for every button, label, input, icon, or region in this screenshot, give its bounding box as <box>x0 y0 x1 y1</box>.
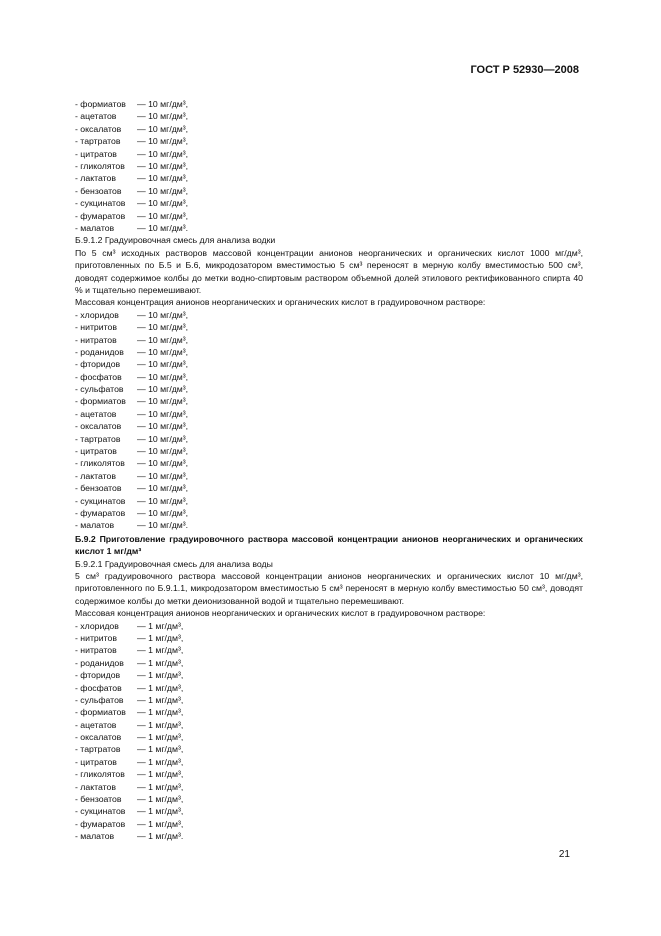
anion-name: - лактатов <box>75 781 116 792</box>
list-item <box>75 706 583 718</box>
anion-concentration: — 10 мг/дм³, <box>137 173 189 184</box>
list-item <box>75 110 583 122</box>
list-item <box>75 669 583 681</box>
anion-name: - фумаратов <box>75 818 126 829</box>
anion-name: - фумаратов <box>75 507 126 518</box>
anion-concentration: — 1 мг/дм³, <box>137 744 184 755</box>
list-item <box>75 457 583 469</box>
anion-concentration: — 1 мг/дм³, <box>137 781 184 792</box>
anion-concentration: — 10 мг/дм³, <box>137 136 189 147</box>
list-item <box>75 818 583 830</box>
anion-list-3 <box>75 620 583 843</box>
anion-name: - гликолятов <box>75 458 125 469</box>
anion-name: - формиатов <box>75 396 126 407</box>
anion-list-2 <box>75 309 583 532</box>
anion-name: - лактатов <box>75 470 116 481</box>
anion-concentration: — 10 мг/дм³, <box>137 346 189 357</box>
anion-name: - ацетатов <box>75 408 117 419</box>
anion-name: - цитратов <box>75 446 117 457</box>
list-item <box>75 334 583 346</box>
list-item <box>75 185 583 197</box>
anion-name: - цитратов <box>75 756 117 767</box>
list-item <box>75 768 583 780</box>
anion-name: - цитратов <box>75 148 117 159</box>
anion-concentration: — 1 мг/дм³, <box>137 707 184 718</box>
anion-concentration: — 1 мг/дм³, <box>137 620 184 631</box>
anion-name: - малатов <box>75 831 115 842</box>
page-number: 21 <box>558 849 570 860</box>
anion-concentration: — 10 мг/дм³, <box>137 148 189 159</box>
anion-concentration: — 10 мг/дм³. <box>137 520 189 531</box>
anion-concentration: — 1 мг/дм³, <box>137 670 184 681</box>
list-item <box>75 383 583 395</box>
anion-name: - формиатов <box>75 707 126 718</box>
section-heading-b912: Б.9.1.2 Градуировочная смесь для анализа водки <box>75 235 276 246</box>
anion-concentration: — 10 мг/дм³, <box>137 322 189 333</box>
anion-name: - сульфатов <box>75 694 124 705</box>
anion-concentration: — 10 мг/дм³, <box>137 421 189 432</box>
anion-name: - фосфатов <box>75 682 122 693</box>
anion-name: - хлоридов <box>75 309 119 320</box>
anion-name: - фторидов <box>75 359 121 370</box>
anion-name: - бензоатов <box>75 794 122 805</box>
paragraph-b921-concentration: Массовая концентрация анионов неорганических и органических кислот в градуировочном растворе: <box>75 608 486 619</box>
anion-concentration: — 1 мг/дм³, <box>137 732 184 743</box>
list-item <box>75 743 583 755</box>
anion-concentration: — 10 мг/дм³, <box>137 384 189 395</box>
list-item <box>75 793 583 805</box>
list-item <box>75 358 583 370</box>
anion-concentration: — 10 мг/дм³, <box>137 458 189 469</box>
anion-concentration: — 1 мг/дм³, <box>137 794 184 805</box>
list-item <box>75 781 583 793</box>
anion-concentration: — 10 мг/дм³. <box>137 222 189 233</box>
anion-list-1 <box>75 98 583 234</box>
anion-name: - сукцинатов <box>75 198 126 209</box>
list-item <box>75 731 583 743</box>
anion-name: - тартратов <box>75 744 121 755</box>
anion-concentration: — 10 мг/дм³, <box>137 99 189 109</box>
list-item <box>75 756 583 768</box>
list-item <box>75 135 583 147</box>
anion-concentration: — 10 мг/дм³, <box>137 396 189 407</box>
anion-name: - тартратов <box>75 136 121 147</box>
list-item <box>75 98 583 110</box>
section-heading-b92: Б.9.2 Приготовление градуировочного раствора массовой концентрации анионов неорганических и органических кислот 1 мг/дм³ <box>75 533 583 557</box>
anion-concentration: — 10 мг/дм³, <box>137 371 189 382</box>
anion-concentration: — 10 мг/дм³, <box>137 507 189 518</box>
anion-name: - бензоатов <box>75 483 122 494</box>
anion-concentration: — 10 мг/дм³, <box>137 495 189 506</box>
list-item <box>75 445 583 457</box>
anion-concentration: — 10 мг/дм³, <box>137 446 189 457</box>
anion-concentration: — 1 мг/дм³, <box>137 645 184 656</box>
anion-name: - ацетатов <box>75 111 117 122</box>
list-item <box>75 172 583 184</box>
anion-concentration: — 1 мг/дм³, <box>137 719 184 730</box>
anion-name: - сульфатов <box>75 384 124 395</box>
paragraph-b921-procedure: 5 см³ градуировочного раствора массовой концентрации анионов неорганических и органических кислот 10 мг/дм³, приготовленного по Б.9.1.1, микродозатором вместимостью 5 см³ переносят в мерную колбу вместимостью 50 см³, доводят содержимое колбы до метки деионизованной водой и тщательно перемешивают. <box>75 570 583 606</box>
list-item <box>75 495 583 507</box>
list-item <box>75 830 583 842</box>
list-item <box>75 222 583 234</box>
list-item <box>75 420 583 432</box>
anion-concentration: — 10 мг/дм³, <box>137 198 189 209</box>
anion-concentration: — 10 мг/дм³, <box>137 309 189 320</box>
anion-concentration: — 1 мг/дм³, <box>137 632 184 643</box>
anion-name: - ацетатов <box>75 719 117 730</box>
list-item <box>75 309 583 321</box>
anion-name: - оксалатов <box>75 732 122 743</box>
list-item <box>75 719 583 731</box>
list-item <box>75 632 583 644</box>
page-content <box>75 98 583 843</box>
list-item <box>75 620 583 632</box>
list-item <box>75 682 583 694</box>
anion-concentration: — 1 мг/дм³, <box>137 657 184 668</box>
list-item <box>75 507 583 519</box>
list-item <box>75 519 583 531</box>
anion-name: - фторидов <box>75 670 121 681</box>
anion-concentration: — 10 мг/дм³, <box>137 160 189 171</box>
anion-name: - оксалатов <box>75 421 122 432</box>
paragraph-b912-concentration: Массовая концентрация анионов неорганических и органических кислот в градуировочном растворе: <box>75 297 486 308</box>
list-item <box>75 408 583 420</box>
list-item <box>75 371 583 383</box>
anion-concentration: — 1 мг/дм³, <box>137 682 184 693</box>
anion-concentration: — 1 мг/дм³, <box>137 818 184 829</box>
anion-concentration: — 10 мг/дм³, <box>137 483 189 494</box>
anion-name: - лактатов <box>75 173 116 184</box>
list-item <box>75 395 583 407</box>
list-item <box>75 805 583 817</box>
anion-name: - малатов <box>75 222 115 233</box>
anion-name: - хлоридов <box>75 620 119 631</box>
anion-name: - фумаратов <box>75 210 126 221</box>
anion-concentration: — 10 мг/дм³, <box>137 111 189 122</box>
anion-concentration: — 10 мг/дм³, <box>137 334 189 345</box>
paragraph-b912-procedure: По 5 см³ исходных растворов массовой концентрации анионов неорганических и органических кислот 1000 мг/дм³, приготовленных по Б.5 и Б.6, микродозатором вместимостью 5 см³ переносят в мерную колбу вместимостью 500 см³, доводят содержимое колбы до метки водно-спиртовым раствором объемной долей этилового ректификованного спирта 40 % и тщательно перемешивают. <box>75 247 583 295</box>
anion-name: - нитратов <box>75 645 117 656</box>
anion-name: - оксалатов <box>75 123 122 134</box>
anion-name: - сукцинатов <box>75 806 126 817</box>
list-item <box>75 657 583 669</box>
list-item <box>75 160 583 172</box>
document-header: ГОСТ Р 52930—2008 <box>470 64 579 76</box>
anion-concentration: — 1 мг/дм³, <box>137 769 184 780</box>
anion-name: - гликолятов <box>75 160 125 171</box>
anion-name: - малатов <box>75 520 115 531</box>
list-item <box>75 644 583 656</box>
list-item <box>75 694 583 706</box>
anion-name: - бензоатов <box>75 185 122 196</box>
list-item <box>75 210 583 222</box>
section-heading-b921: Б.9.2.1 Градуировочная смесь для анализа воды <box>75 558 273 569</box>
list-item <box>75 148 583 160</box>
anion-concentration: — 10 мг/дм³, <box>137 433 189 444</box>
list-item <box>75 123 583 135</box>
anion-name: - формиатов <box>75 99 126 109</box>
anion-name: - фосфатов <box>75 371 122 382</box>
anion-name: - нитритов <box>75 322 117 333</box>
anion-name: - сукцинатов <box>75 495 126 506</box>
anion-concentration: — 1 мг/дм³. <box>137 831 184 842</box>
anion-concentration: — 10 мг/дм³, <box>137 123 189 134</box>
anion-name: - нитритов <box>75 632 117 643</box>
list-item <box>75 470 583 482</box>
list-item <box>75 433 583 445</box>
anion-name: - нитратов <box>75 334 117 345</box>
anion-concentration: — 1 мг/дм³, <box>137 756 184 767</box>
list-item <box>75 346 583 358</box>
anion-name: - гликолятов <box>75 769 125 780</box>
anion-name: - роданидов <box>75 346 124 357</box>
anion-concentration: — 1 мг/дм³, <box>137 694 184 705</box>
anion-concentration: — 10 мг/дм³, <box>137 359 189 370</box>
anion-name: - роданидов <box>75 657 124 668</box>
list-item <box>75 197 583 209</box>
anion-concentration: — 10 мг/дм³, <box>137 210 189 221</box>
list-item <box>75 321 583 333</box>
anion-name: - тартратов <box>75 433 121 444</box>
anion-concentration: — 10 мг/дм³, <box>137 470 189 481</box>
anion-concentration: — 10 мг/дм³, <box>137 408 189 419</box>
anion-concentration: — 10 мг/дм³, <box>137 185 189 196</box>
list-item <box>75 482 583 494</box>
anion-concentration: — 1 мг/дм³, <box>137 806 184 817</box>
